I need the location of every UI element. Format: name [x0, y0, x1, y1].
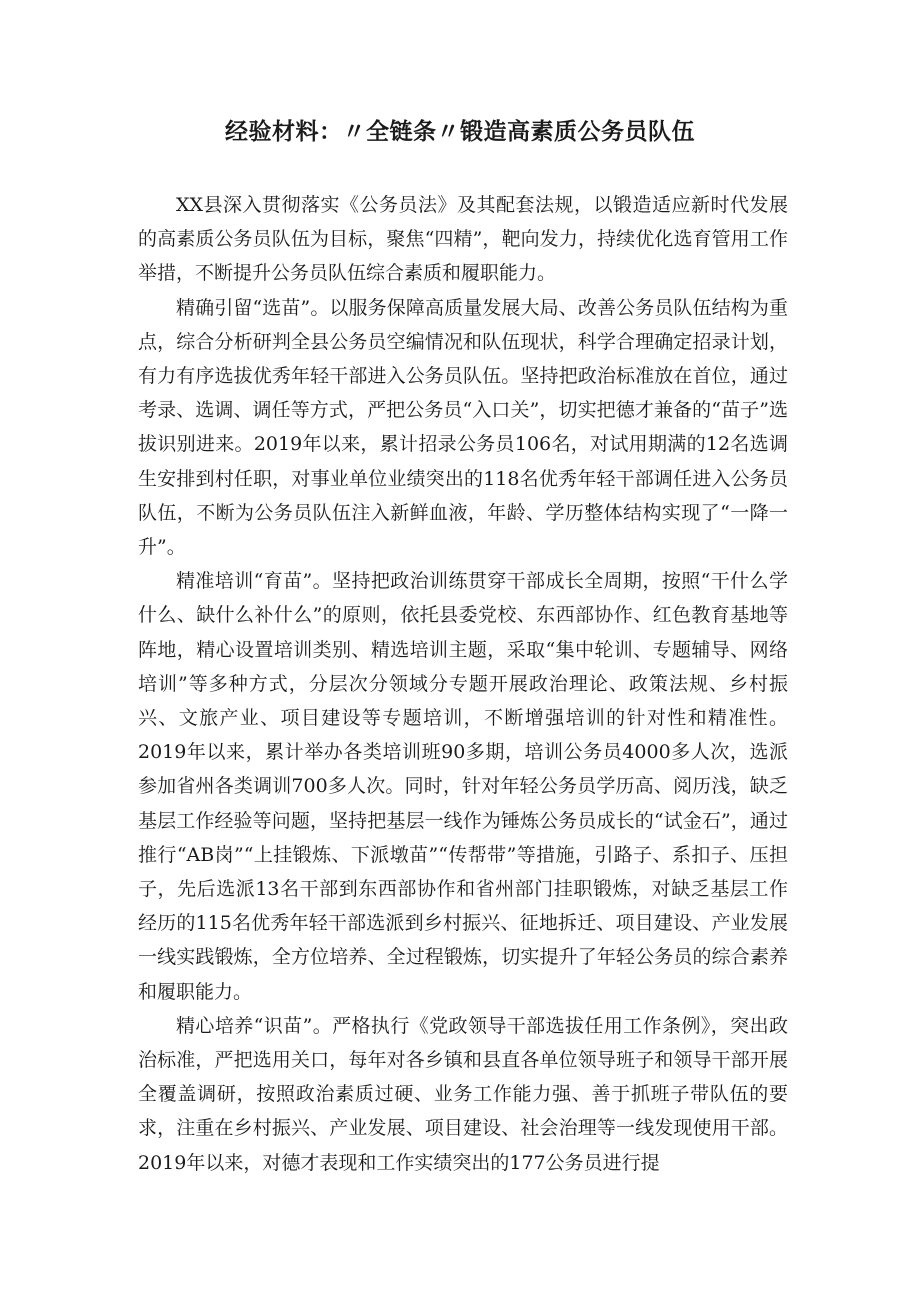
- document-body: [138, 188, 788, 1180]
- paragraph-intro: XX县深入贯彻落实《公务员法》及其配套法规，以锻造适应新时代发展的高素质公务员队伍为目标，聚焦“四精”，靶向发力，持续优化选育管用工作举措，不断提升公务员队伍综合素质和履职能力。: [138, 194, 788, 285]
- paragraph-cultivation: 精心培养“识苗”。严格执行《党政领导干部选拔任用工作条例》，突出政治标准，严把选用关口，每年对各乡镇和县直各单位领导班子和领导干部开展全覆盖调研，按照政治素质过硬、业务工作能力强、善于抓班子带队伍的要求，注重在乡村振兴、产业发展、项目建设、社会治理等一线发现使用干部。2019年以来，对德才表现和工作实绩突出的177公务员进行提: [138, 1014, 788, 1174]
- document-title: 经验材料：〃全链条〃锻造高素质公务员队伍: [225, 119, 695, 145]
- paragraph-training: 精准培训“育苗”。坚持把政治训练贯穿干部成长全周期，按照“干什么学什么、缺什么补什么”的原则，依托县委党校、东西部协作、红色教育基地等阵地，精心设置培训类别、精选培训主题，采取“集中轮训、专题辅导、网络培训”等多种方式，分层次分领域分专题开展政治理论、政策法规、乡村振兴、文旅产业、项目建设等专题培训，不断增强培训的针对性和精准性。2019年以来，累计举办各类培训班90多期，培训公务员4000多人次，选派参加省州各类调训700多人次。同时，针对年轻公务员学历高、阅历浅，缺乏基层工作经验等问题，坚持把基层一线作为锤炼公务员成长的“试金石”，通过推行“AB岗”“上挂锻炼、下派墩苗”“传帮带”等措施，引路子、系扣子、压担子，先后选派13名干部到东西部协作和省州部门挂职锻炼，对缺乏基层工作经历的115名优秀年轻干部选派到乡村振兴、征地拆迁、项目建设、产业发展一线实践锻炼，全方位培养、全过程锻炼，切实提升了年轻公务员的综合素养和履职能力。: [138, 570, 788, 1003]
- paragraph-selection: 精确引留“选苗”。以服务保障高质量发展大局、改善公务员队伍结构为重点，综合分析研判全县公务员空编情况和队伍现状，科学合理确定招录计划，有力有序选拔优秀年轻干部进入公务员队伍。坚持把政治标准放在首位，通过考录、选调、调任等方式，严把公务员“入口关”，切实把德才兼备的“苗子”选拔识别进来。2019年以来，累计招录公务员106名，对试用期满的12名选调生安排到村任职，对事业单位业绩突出的118名优秀年轻干部调任进入公务员队伍，不断为公务员队伍注入新鲜血液，年龄、学历整体结构实现了“一降一升”。: [138, 296, 788, 559]
